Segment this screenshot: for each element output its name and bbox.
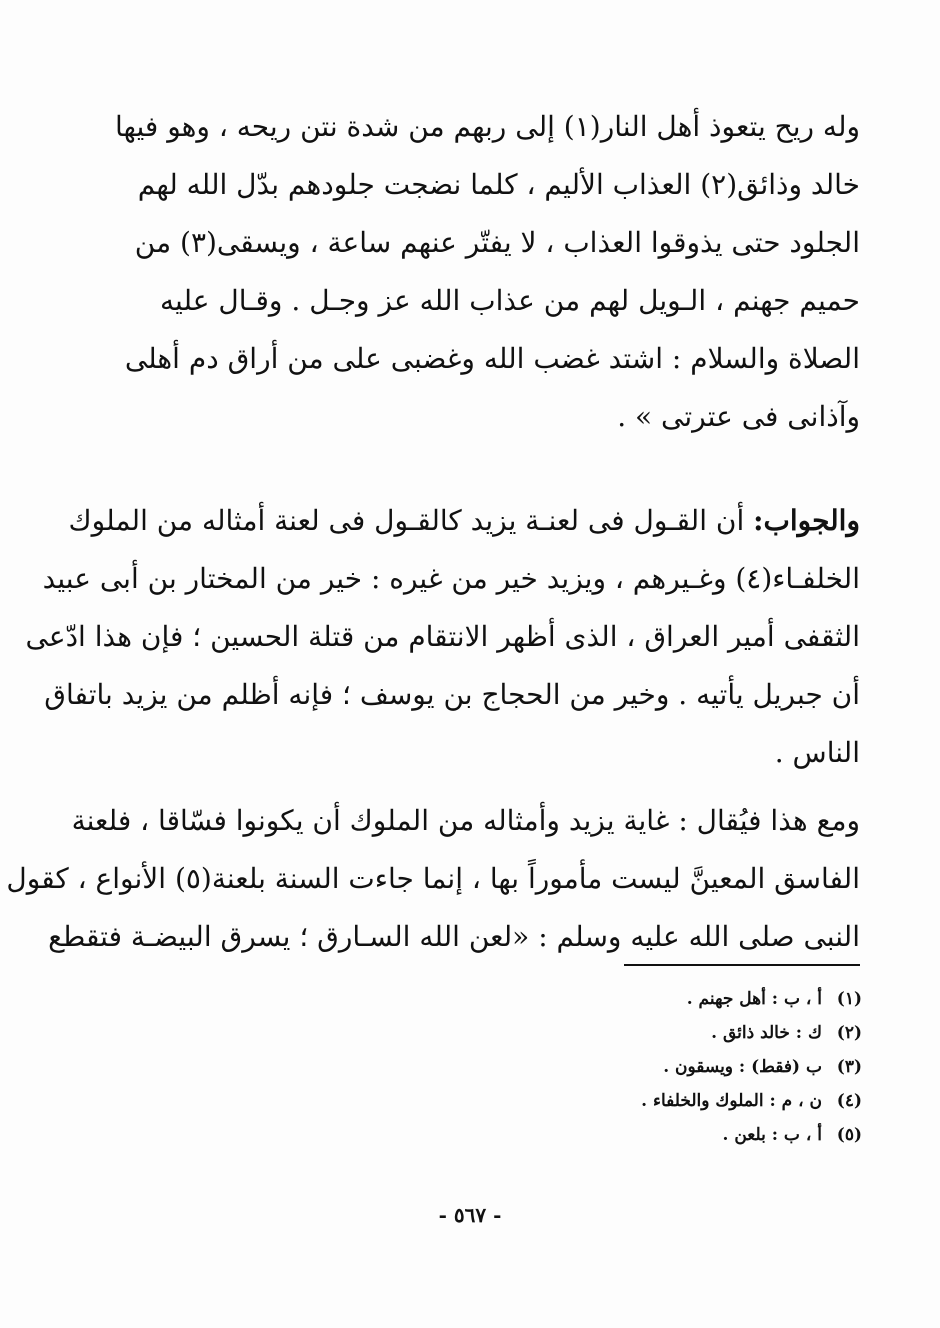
text-line: الخلفـاء(٤) وغـيرهم ، ويزيد خير من غيره : خير من المختار بن أبى عبيد xyxy=(42,562,860,595)
footnote-number: (٤) xyxy=(836,1091,862,1111)
text-span: أن القـول فى لعنـة يزيد كالقـول فى لعنة أمثاله من الملوك xyxy=(68,504,754,537)
footnote-separator xyxy=(624,964,860,966)
footnotes xyxy=(560,982,862,1152)
footnote-number: (١) xyxy=(836,989,862,1009)
footnote-text: أ ، ب : أهل جهنم . xyxy=(686,989,822,1009)
text-line: الثقفى أمير العراق ، الذى أظهر الانتقام من قتلة الحسين ؛ فإن هذا ادّعى xyxy=(25,620,860,653)
footnote xyxy=(560,1084,862,1118)
page-number: - ٥٦٧ - xyxy=(438,1203,502,1227)
footnote xyxy=(560,1016,862,1050)
footnote-text: ك : خالد ذائق . xyxy=(711,1023,822,1043)
footnote-text: ب (فقط) : ويسقون . xyxy=(663,1057,822,1077)
footnote-text: أ ، ب : بلعن . xyxy=(722,1125,822,1145)
text-line: الجلود حتى يذوقوا العذاب ، لا يفتّر عنهم ساعة ، ويسقى(٣) من xyxy=(134,226,860,259)
text-line: الناس . xyxy=(774,736,860,769)
text-line: وله ريح يتعوذ أهل النار(١) إلى ربهم من شدة نتن ريحه ، وهو فيها xyxy=(115,110,860,143)
text-line xyxy=(68,492,860,550)
text-line: ومع هذا فيُقال : غاية يزيد وأمثاله من الملوك أن يكونوا فسّاقا ، فلعنة xyxy=(71,804,860,837)
footnote-text: ن ، م : الملوك والخلفاء . xyxy=(641,1091,822,1111)
text-line: خالد وذائق(٢) العذاب الأليم ، كلما نضجت جلودهم بدّل الله لهم xyxy=(137,168,860,201)
text-line: حميم جهنم ، الـويل لهم من عذاب الله عز وجـل . وقـال عليه xyxy=(160,284,860,317)
footnote-number: (٣) xyxy=(836,1057,862,1077)
text-line: وآذانى فى عترتى » . xyxy=(617,400,860,433)
paragraph-3 xyxy=(6,792,860,966)
text-line: الفاسق المعينَّ ليست مأموراً بها ، إنما جاءت السنة بلعنة(٥) الأنواع ، كقول xyxy=(6,862,860,895)
footnote xyxy=(560,982,862,1016)
paragraph-2 xyxy=(25,492,860,782)
text-line: الصلاة والسلام : اشتد غضب الله وغضبى على من أراق دم أهلى xyxy=(124,342,860,375)
paragraph-1 xyxy=(115,98,860,446)
footnote xyxy=(560,1050,862,1084)
answer-heading: والجواب: xyxy=(753,504,860,537)
text-line: النبى صلى الله عليه وسلم : «لعن الله السـارق ؛ يسرق البيضـة فتقطع xyxy=(48,920,860,953)
footnote-number: (٥) xyxy=(836,1125,862,1145)
footnote-number: (٢) xyxy=(836,1023,862,1043)
footnote xyxy=(560,1118,862,1152)
text-line: أن جبريل يأتيه . وخير من الحجاج بن يوسف ؛ فإنه أظلم من يزيد باتفاق xyxy=(44,678,860,711)
